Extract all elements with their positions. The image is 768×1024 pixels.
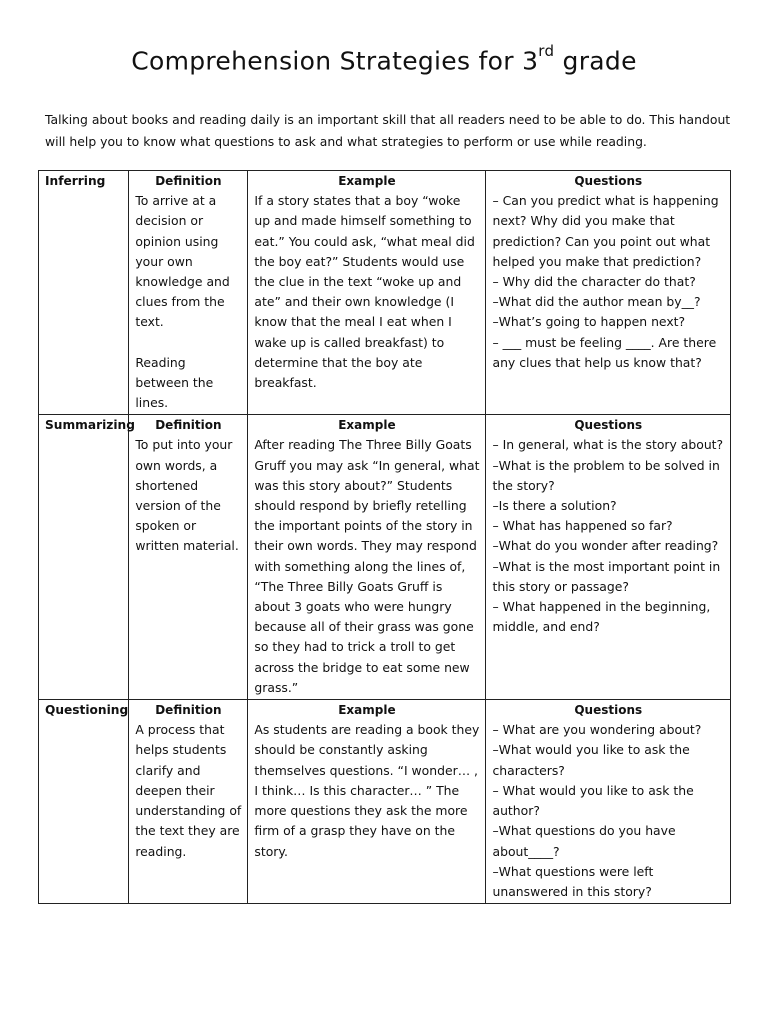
question-item: –What is the most important point in this story or passage? bbox=[492, 558, 721, 594]
question-item: –What is the problem to be solved in the story? bbox=[492, 457, 720, 493]
definition-text: To arrive at a decision or opinion using your own knowledge and clues from the text. bbox=[135, 193, 230, 330]
question-item: – What has happened so far? bbox=[492, 518, 673, 534]
questions-header: Questions bbox=[574, 703, 643, 718]
title-main: Comprehension Strategies for 3 bbox=[131, 46, 539, 76]
question-item: –What do you wonder after reading? bbox=[492, 538, 719, 554]
question-item: –What questions do you have about____? bbox=[492, 823, 676, 859]
definition-header: Definition bbox=[155, 418, 222, 433]
strategies-table bbox=[38, 170, 731, 904]
strategy-name: Summarizing bbox=[39, 415, 129, 700]
question-item: – ___ must be feeling ____. Are there any clues that help us know that? bbox=[492, 334, 717, 370]
question-item: – What would you like to ask the author? bbox=[492, 782, 694, 819]
strategy-name: Questioning bbox=[39, 700, 129, 904]
example-text: If a story states that a boy “woke up and made himself something to eat.” You could ask, “what meal did the boy eat?” Students would use the clue in the text “woke up and ate” and their own knowledge (I know that the meal I eat when I wake up is called breakfast) to determine that the boy ate breakfast. bbox=[254, 193, 475, 391]
title-tail: grade bbox=[554, 46, 637, 76]
question-item: – Why did the character do that? bbox=[492, 274, 696, 290]
questions-header: Questions bbox=[574, 418, 643, 433]
question-item: –Is there a solution? bbox=[492, 498, 617, 514]
strategy-name: Inferring bbox=[39, 171, 129, 415]
page-title bbox=[0, 42, 768, 76]
intro-paragraph: Talking about books and reading daily is an important skill that all readers need to be able to do. This handout will help you to know what questions to ask and what strategies to perform or use while reading. bbox=[45, 112, 731, 149]
definition-header: Definition bbox=[155, 703, 222, 718]
example-cell bbox=[248, 415, 486, 700]
definition-cell bbox=[129, 171, 248, 415]
example-cell bbox=[248, 700, 486, 904]
definition-text: To put into your own words, a shortened version of the spoken or written material. bbox=[135, 437, 239, 554]
table-row-inferring bbox=[39, 171, 731, 415]
definition-text: Reading between the lines. bbox=[135, 354, 214, 411]
example-header: Example bbox=[338, 418, 396, 433]
example-cell bbox=[248, 171, 486, 415]
question-item: –What did the author mean by__? bbox=[492, 294, 701, 310]
example-header: Example bbox=[338, 703, 396, 718]
definition-header: Definition bbox=[155, 174, 222, 188]
definition-cell bbox=[129, 415, 248, 700]
questions-header: Questions bbox=[574, 174, 643, 188]
example-header: Example bbox=[338, 174, 396, 188]
definition-cell bbox=[129, 700, 248, 904]
question-item: – In general, what is the story about? bbox=[492, 437, 724, 453]
example-text: As students are reading a book they should be constantly asking themselves questions. “I wonder… , I think… Is this character… ” The more questions they ask the more firm of a grasp they have on the story. bbox=[254, 722, 480, 859]
questions-cell bbox=[486, 700, 731, 904]
question-item: –What’s going to happen next? bbox=[492, 314, 686, 330]
table-row-summarizing bbox=[39, 415, 731, 700]
table-row-questioning bbox=[39, 700, 731, 904]
question-item: – Can you predict what is happening next? Why did you make that prediction? Can you point out what helped you make that prediction? bbox=[492, 193, 719, 269]
question-item: – What happened in the beginning, middle, and end? bbox=[492, 599, 711, 635]
question-item: –What questions were left unanswered in this story? bbox=[492, 863, 654, 899]
title-superscript: rd bbox=[538, 42, 555, 60]
example-text: After reading The Three Billy Goats Gruff you may ask “In general, what was this story about?” Students should respond by briefly retelling the important points of the story in their own words. They may respond with something along the lines of, “The Three Billy Goats Gruff is about 3 goats who were hungry because all of their grass was gone so they had to trick a troll to get across the bridge to eat some new grass.” bbox=[254, 437, 480, 695]
questions-cell bbox=[486, 415, 731, 700]
definition-text: A process that helps students clarify and deepen their understanding of the text they are reading. bbox=[135, 722, 242, 859]
question-item: –What would you like to ask the characters? bbox=[492, 742, 690, 778]
question-item: – What are you wondering about? bbox=[492, 722, 702, 738]
questions-cell bbox=[486, 171, 731, 415]
